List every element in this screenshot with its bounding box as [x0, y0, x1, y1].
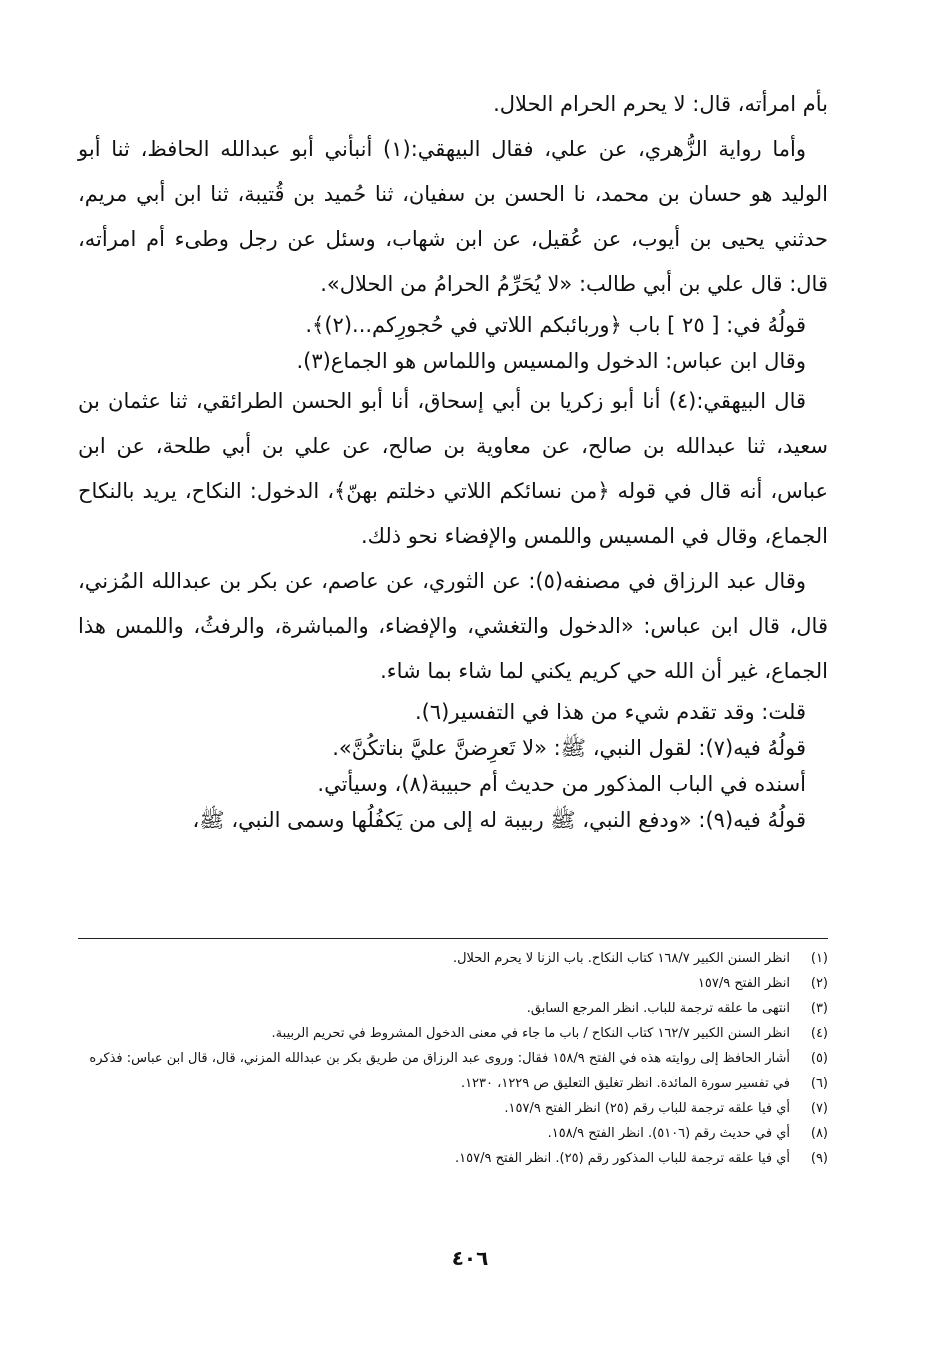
- footnote-number: (٤): [810, 1026, 828, 1041]
- footnote-text: انظر الفتح ١٥٧/٩: [697, 976, 790, 991]
- paragraph-5: قال البيهقي:(٤) أنا أبو زكريا بن أبي إسحاق، أنا أبو الحسن الطرائقي، ثنا عثمان بن سعيد، ثنا عبدالله بن صالح، عن معاوية بن صالح، عن علي بن أبي طلحة، عن ابن عباس، أنه قال في قوله ﴿من نسائكم اللاتي دخلتم بهنّ﴾، الدخول: النكاح، يريد بالنكاح الجماع، وقال في المسيس واللمس والإفضاء نحو ذلك.: [78, 389, 828, 548]
- footnote-number: (١): [810, 951, 828, 966]
- footnote-text: انظر السنن الكبير ١٦٢/٧ كتاب النكاح / باب ما جاء في معنى الدخول المشروط في تحريم الربيبة.: [271, 1026, 790, 1041]
- page-number: ٤٠٦: [451, 1246, 489, 1270]
- footnote-number: (٣): [810, 1001, 828, 1016]
- paragraph-2: وأما رواية الزُّهري، عن علي، فقال البيهقي:(١) أنبأني أبو عبدالله الحافظ، ثنا أبو الوليد هو حسان بن محمد، نا الحسن بن سفيان، ثنا حُميد بن قُتيبة، ثنا ابن أبي مريم، حدثني يحيى بن أيوب، عن عُقيل، عن ابن شهاب، وسئل عن رجل وطىء أم امرأته، قال: قال علي بن أبي طالب: «لا يُحَرِّمُ الحرامُ من الحلال».: [78, 137, 828, 296]
- footnote-4: [78, 1021, 828, 1046]
- footnotes: [78, 946, 828, 1171]
- paragraph-1: بأم امرأته، قال: لا يحرم الحرام الحلال.: [493, 92, 828, 116]
- footnote-text: أي فيا علقه ترجمة للباب المذكور رقم (٢٥). انظر الفتح ١٥٧/٩.: [455, 1151, 790, 1166]
- paragraph-9: أسنده في الباب المذكور من حديث أم حبيبة(٨)، وسيأتي.: [317, 772, 806, 796]
- footnote-text: انتهى ما علقه ترجمة للباب. انظر المرجع السابق.: [526, 1001, 790, 1016]
- footnote-separator: [78, 938, 828, 939]
- footnote-text: في تفسير سورة المائدة. انظر تغليق التعليق ص ١٢٢٩، ١٢٣٠.: [460, 1076, 790, 1091]
- footnote-text: أي فيا علقه ترجمة للباب رقم (٢٥) انظر الفتح ١٥٧/٩.: [504, 1101, 790, 1116]
- footnote-number: (٧): [810, 1101, 828, 1116]
- footnote-9: [78, 1146, 828, 1171]
- paragraph-6: وقال عبد الرزاق في مصنفه(٥): عن الثوري، عن عاصم، عن بكر بن عبدالله المُزني، قال، قال ابن عباس: «الدخول والتغشي، والإفضاء، والمباشرة، والرفثُ، واللمس هذا الجماع، غير أن الله حي كريم يكني لما شاء بما شاء.: [78, 569, 828, 683]
- main-text: [78, 82, 828, 838]
- paragraph-3-heading: قولُهُ في: [ ٢٥ ] باب ﴿وربائبكم اللاتي في حُجورِكم...(٢)﴾.: [305, 313, 806, 337]
- footnote-number: (٦): [810, 1076, 828, 1091]
- footnote-5: [78, 1046, 828, 1071]
- footnote-8: [78, 1121, 828, 1146]
- footnote-2: [78, 971, 828, 996]
- footnote-3: [78, 996, 828, 1021]
- footnote-7: [78, 1096, 828, 1121]
- footnote-6: [78, 1071, 828, 1096]
- footnote-text: أشار الحافظ إلى روايته هذه في الفتح ١٥٨/٩ فقال: وروى عبد الرزاق من طريق بكر بن عبدالله المزني، قال، قال ابن عباس: فذكره: [89, 1051, 790, 1066]
- paragraph-10-heading: قولُهُ فيه(٩): «ودفع النبي، ﷺ ربيبة له إلى من يَكفُلُها وسمى النبي، ﷺ،: [192, 808, 806, 832]
- paragraph-7: قلت: وقد تقدم شيء من هذا في التفسير(٦).: [415, 700, 806, 724]
- paragraph-4: وقال ابن عباس: الدخول والمسيس واللماس هو الجماع(٣).: [296, 349, 806, 373]
- paragraph-8-heading: قولُهُ فيه(٧): لقول النبي، ﷺ: «لا تَعرِضنَّ عليَّ بناتكُنَّ».: [332, 736, 806, 760]
- footnote-1: [78, 946, 828, 971]
- footnote-number: (٩): [810, 1151, 828, 1166]
- footnote-text: أي في حديث رقم (٥١٠٦). انظر الفتح ١٥٨/٩.: [547, 1126, 790, 1141]
- footnote-number: (٢): [810, 976, 828, 991]
- footnote-number: (٥): [810, 1051, 828, 1066]
- footnote-text: انظر السنن الكبير ١٦٨/٧ كتاب النكاح. باب الزنا لا يحرم الحلال.: [452, 951, 790, 966]
- footnote-number: (٨): [810, 1126, 828, 1141]
